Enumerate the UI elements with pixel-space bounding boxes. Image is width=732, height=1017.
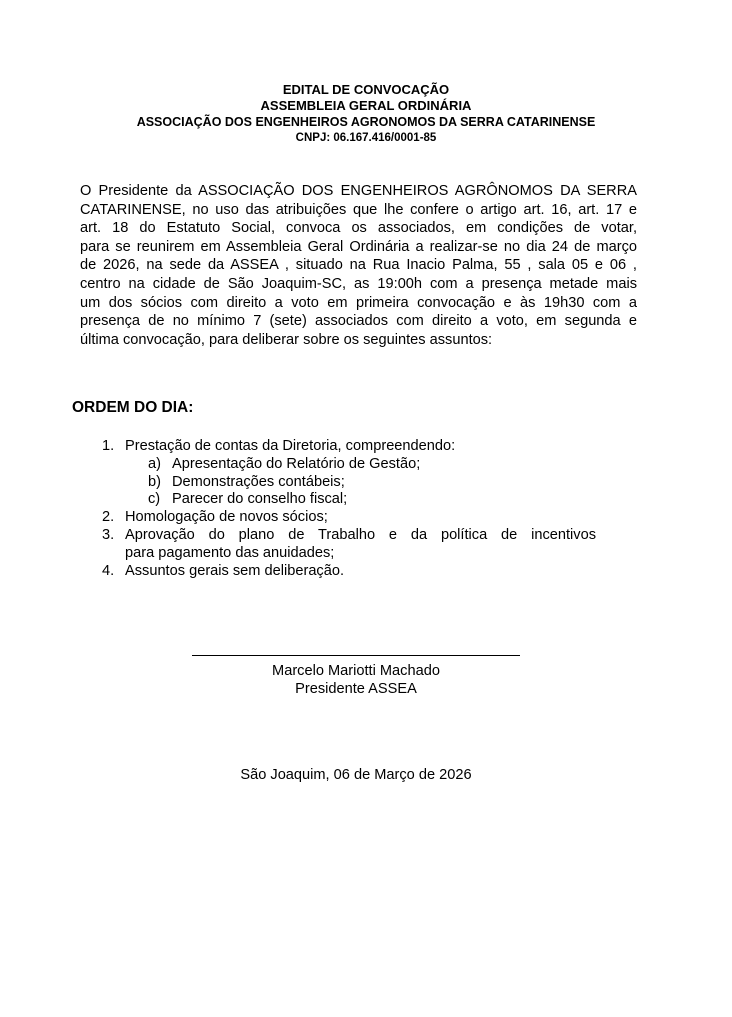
agenda-subitem-text: Parecer do conselho fiscal;: [172, 491, 348, 508]
paragraph-line: CATARINENSE, no uso das atribuições que lhe confere o artigo art. 16, art. 17 e: [80, 201, 637, 218]
agenda-item-number: 1.: [102, 438, 115, 454]
organization-name: ASSOCIAÇÃO DOS ENGENHEIROS AGRONOMOS DA SERRA CATARINENSE: [136, 115, 596, 129]
paragraph-line: para se reunirem em Assembleia Geral Ordinária a realizar-se no dia 24 de março: [80, 238, 637, 255]
paragraph-line: centro na cidade de São Joaquim-SC, as 19:00h com a presença metade mais: [80, 275, 637, 292]
signatory-role: Presidente ASSEA: [295, 681, 417, 697]
paragraph-line: um dos sócios com direito a voto em primeira convocação e às 19h30 com a: [80, 294, 637, 311]
agenda-subitem-text: Demonstrações contábeis;: [172, 473, 345, 490]
agenda-item-text: Aprovação do plano de Trabalho e da política de incentivos: [125, 526, 596, 543]
cnpj: CNPJ: 06.167.416/0001-85: [295, 132, 437, 144]
convocation-paragraph: [80, 182, 637, 349]
agenda-item-text: Homologação de novos sócios;: [125, 509, 328, 526]
agenda-item-number: 3.: [102, 526, 115, 543]
agenda-item-number: 4.: [102, 562, 115, 579]
paragraph-line: presença de no mínimo 7 (sete) associados com direito a voto, em segunda e: [80, 313, 637, 330]
agenda-subitem-text: Apresentação do Relatório de Gestão;: [172, 455, 421, 472]
document-header: [0, 82, 732, 146]
signature-line: [192, 655, 520, 656]
agenda-item-text: Assuntos gerais sem deliberação.: [125, 562, 345, 579]
place-and-date: São Joaquim, 06 de Março de 2026: [240, 767, 472, 783]
agenda-item-text: Prestação de contas da Diretoria, compreendendo:: [125, 438, 456, 454]
agenda-item-text: para pagamento das anuidades;: [125, 544, 335, 561]
paragraph-line: art. 18 do Estatuto Social, convoca os associados, em condições de votar,: [80, 220, 637, 237]
paragraph-line: última convocação, para deliberar sobre os seguintes assuntos:: [80, 331, 493, 348]
agenda-subitem-letter: a): [148, 455, 161, 472]
agenda-subitem-letter: b): [148, 473, 161, 490]
document-title: EDITAL DE CONVOCAÇÃO: [282, 82, 450, 97]
agenda-heading: ORDEM DO DIA:: [72, 399, 194, 416]
paragraph-line: de 2026, na sede da ASSEA , situado na Rua Inacio Palma, 55 , sala 05 e 06 ,: [80, 257, 637, 274]
agenda-subitem-letter: c): [148, 491, 161, 508]
document-subtitle: ASSEMBLEIA GERAL ORDINÁRIA: [260, 98, 472, 113]
paragraph-line: O Presidente da ASSOCIAÇÃO DOS ENGENHEIROS AGRÔNOMOS DA SERRA: [80, 183, 637, 199]
signatory-name: Marcelo Mariotti Machado: [272, 663, 440, 679]
agenda-item-number: 2.: [102, 509, 115, 526]
